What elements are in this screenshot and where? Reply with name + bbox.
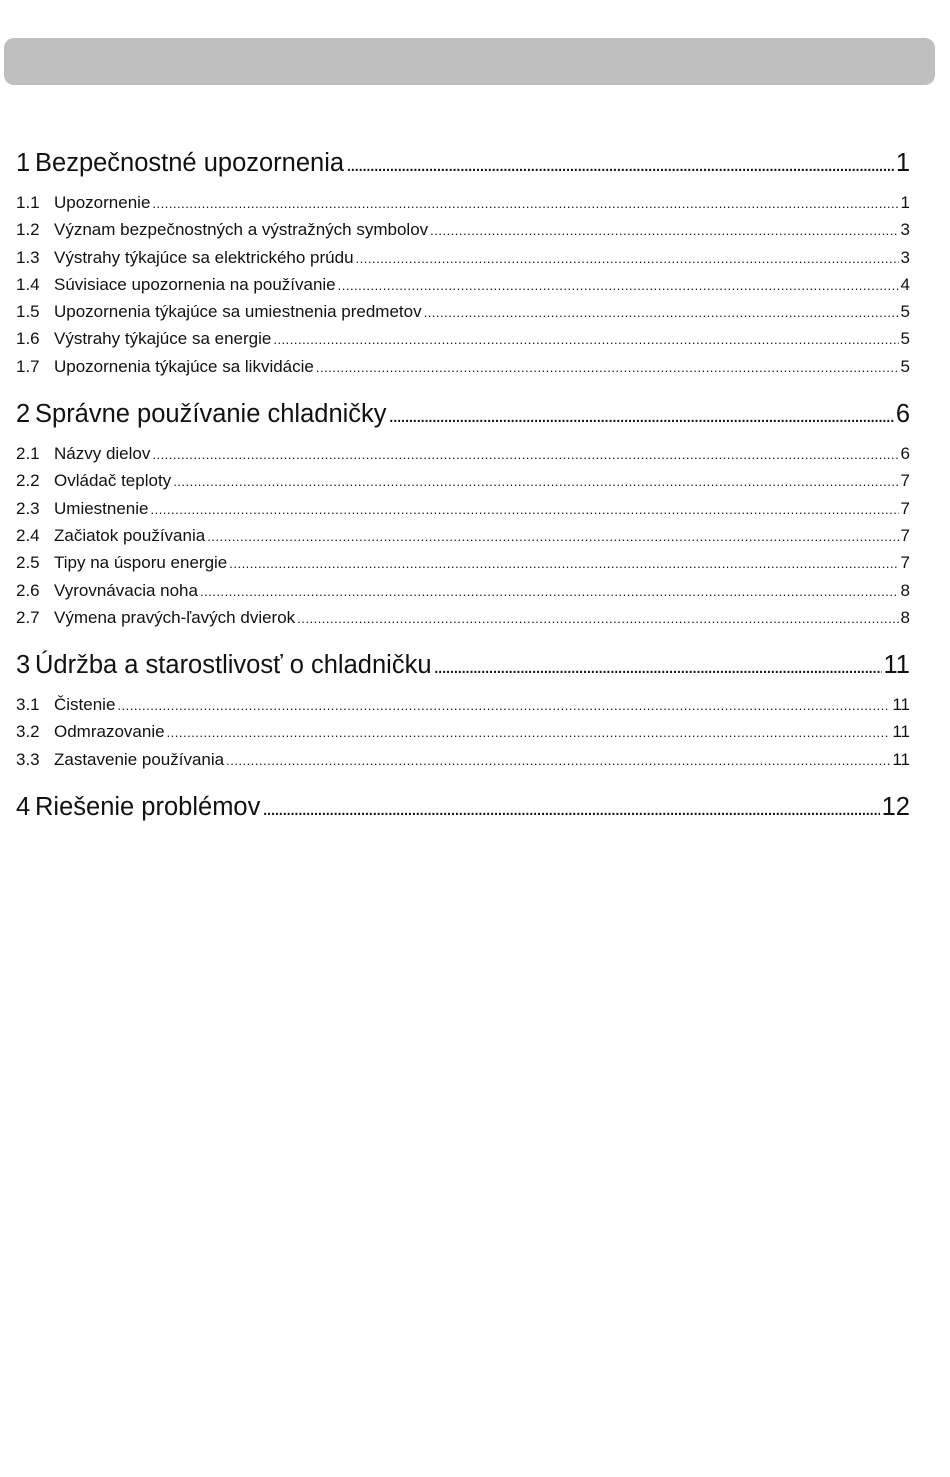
toc-section-2-7[interactable]: [16, 604, 910, 631]
section-title: Význam bezpečnostných a výstražných symbolov: [54, 220, 429, 240]
section-number: 2.2: [16, 471, 40, 491]
toc-section-2-6[interactable]: [16, 577, 910, 604]
section-number: 2.5: [16, 553, 40, 573]
chapter-title: Správne používanie chladničky: [35, 400, 387, 429]
dot-leader: [273, 325, 898, 353]
chapter-number: 4: [16, 793, 31, 822]
chapter-number: 2: [16, 400, 31, 429]
page-number: 12: [881, 793, 910, 822]
page-number: 11: [892, 749, 910, 769]
page-number: 7: [900, 553, 910, 573]
section-number: 2.3: [16, 498, 40, 518]
section-title: Zastavenie používania: [54, 749, 225, 769]
toc-section-2-5[interactable]: [16, 549, 910, 576]
page-number: 3: [900, 247, 910, 267]
section-number: 3.2: [16, 722, 40, 742]
section-number: 1.1: [16, 193, 40, 212]
section-title: Výstrahy týkajúce sa elektrického prúdu: [54, 247, 354, 267]
toc-section-1-7[interactable]: [16, 353, 910, 380]
page-number: 1: [900, 193, 910, 212]
page-number: 6: [895, 400, 910, 429]
toc-section-3-3[interactable]: [16, 746, 910, 773]
dot-leader: [430, 216, 898, 244]
chapter-number: 3: [16, 651, 31, 680]
section-number: 3.3: [16, 749, 40, 769]
toc-chapter-1[interactable]: [16, 143, 910, 183]
section-number: 2.1: [16, 444, 40, 464]
toc-section-3-1[interactable]: [16, 691, 910, 718]
page-number: 3: [900, 220, 910, 240]
section-number: 1.6: [16, 329, 40, 349]
page-number: 1: [895, 149, 910, 177]
toc-section-1-3[interactable]: [16, 244, 910, 271]
toc-section-1-4[interactable]: [16, 271, 910, 298]
section-title: Vyrovnávacia noha: [54, 580, 198, 600]
dot-leader: [152, 189, 898, 217]
section-title: Súvisiace upozornenia na používanie: [54, 274, 336, 294]
toc-chapter-3[interactable]: [16, 645, 910, 685]
dot-leader: [338, 271, 899, 299]
page-number: 5: [900, 329, 910, 349]
toc-section-1-1[interactable]: [16, 189, 910, 216]
dot-leader: [207, 522, 898, 550]
dot-leader: [152, 440, 898, 468]
section-number: 1.5: [16, 302, 40, 322]
toc-section-1-2[interactable]: [16, 216, 910, 243]
section-number: 2.7: [16, 607, 40, 627]
page-number: 5: [900, 302, 910, 322]
section-title: Výstrahy týkajúce sa energie: [54, 329, 272, 349]
toc-section-2-1[interactable]: [16, 440, 910, 467]
dot-leader: [356, 244, 899, 272]
section-number: 1.7: [16, 356, 40, 376]
page-number: 11: [892, 695, 910, 715]
section-number: 2.4: [16, 525, 40, 545]
section-title: Umiestnenie: [54, 498, 149, 518]
dot-leader: [316, 353, 899, 381]
page-number: 4: [900, 274, 910, 294]
dot-leader: [262, 787, 879, 829]
dot-leader: [167, 718, 891, 746]
header-bar: [4, 38, 935, 85]
section-title: Ovládač teploty: [54, 471, 172, 491]
dot-leader: [229, 549, 898, 577]
section-title: Výmena pravých-ľavých dvierok: [54, 607, 296, 627]
page-number: 7: [900, 525, 910, 545]
toc-section-2-2[interactable]: [16, 467, 910, 494]
section-number: 1.4: [16, 274, 40, 294]
dot-leader: [226, 746, 890, 774]
section-title: Upozornenia týkajúce sa umiestnenia predmetov: [54, 302, 422, 322]
chapter-title: Riešenie problémov: [35, 793, 261, 822]
page-number: 7: [900, 471, 910, 491]
page-number: 7: [900, 498, 910, 518]
section-title: Upozornenie: [54, 193, 151, 212]
dot-leader: [346, 143, 894, 185]
toc-section-1-6[interactable]: [16, 325, 910, 352]
dot-leader: [434, 645, 882, 687]
toc-section-2-3[interactable]: [16, 495, 910, 522]
dot-leader: [117, 691, 890, 719]
section-title: Názvy dielov: [54, 444, 151, 464]
toc-chapter-4[interactable]: [16, 787, 910, 827]
chapter-title: Údržba a starostlivosť o chladničku: [35, 651, 432, 680]
section-title: Odmrazovanie: [54, 722, 165, 742]
chapter-title: Bezpečnostné upozornenia: [35, 149, 345, 177]
page-number: 8: [900, 607, 910, 627]
dot-leader: [424, 298, 899, 326]
table-of-contents: [16, 143, 910, 833]
page-number: 8: [900, 580, 910, 600]
page-number: 11: [892, 722, 910, 742]
page-number: 5: [900, 356, 910, 376]
page-number: 11: [883, 651, 910, 680]
section-title: Tipy na úsporu energie: [54, 553, 228, 573]
section-title: Čistenie: [54, 695, 116, 715]
section-number: 1.2: [16, 220, 40, 240]
page-number: 6: [900, 444, 910, 464]
toc-section-1-5[interactable]: [16, 298, 910, 325]
dot-leader: [297, 604, 898, 632]
section-number: 1.3: [16, 247, 40, 267]
dot-leader: [389, 394, 894, 436]
dot-leader: [173, 467, 898, 495]
section-number: 2.6: [16, 580, 40, 600]
section-number: 3.1: [16, 695, 40, 715]
chapter-number: 1: [16, 149, 31, 177]
toc-section-2-4[interactable]: [16, 522, 910, 549]
toc-chapter-2[interactable]: [16, 394, 910, 434]
section-title: Začiatok používania: [54, 525, 206, 545]
toc-section-3-2[interactable]: [16, 718, 910, 745]
dot-leader: [151, 495, 899, 523]
section-title: Upozornenia týkajúce sa likvidácie: [54, 356, 314, 376]
dot-leader: [200, 577, 899, 605]
